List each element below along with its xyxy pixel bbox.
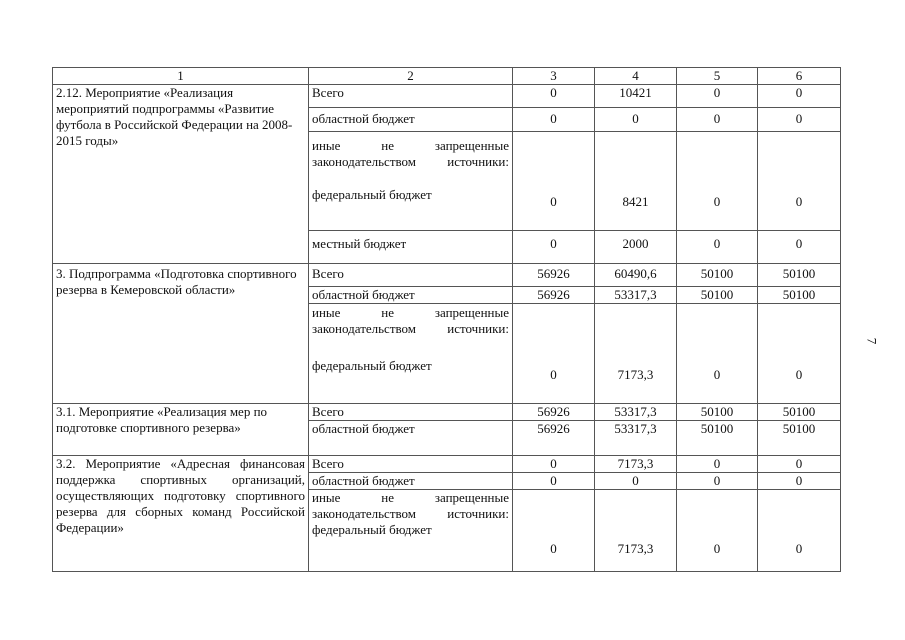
- row-label: [309, 132, 513, 231]
- value-cell: 0: [677, 231, 758, 264]
- value-cell: 0: [513, 108, 595, 132]
- value-cell: 0: [758, 456, 841, 473]
- federal-budget-label: федеральный бюджет: [312, 358, 432, 373]
- row-label: местный бюджет: [309, 231, 513, 264]
- value-cell: 56926: [513, 421, 595, 456]
- value-cell: 53317,3: [595, 404, 677, 421]
- value-cell: 50100: [677, 404, 758, 421]
- value-cell: 50100: [758, 287, 841, 304]
- value-cell: 8421: [595, 132, 677, 231]
- value-cell: 56926: [513, 404, 595, 421]
- value-cell: 0: [513, 473, 595, 490]
- section-name: 3.1. Мероприятие «Реализация мер по подготовке спортивного резерва»: [53, 404, 309, 456]
- value-cell: 0: [513, 231, 595, 264]
- other-sources-label: иные не запрещенные законодательством источники:: [312, 305, 509, 336]
- header-cell: 1: [53, 68, 309, 85]
- header-cell: 4: [595, 68, 677, 85]
- value-cell: 0: [677, 473, 758, 490]
- federal-budget-label: федеральный бюджет: [312, 522, 432, 537]
- header-cell: 3: [513, 68, 595, 85]
- value-cell: 0: [758, 490, 841, 572]
- value-cell: 7173,3: [595, 456, 677, 473]
- value-cell: 2000: [595, 231, 677, 264]
- section-name: 2.12. Мероприятие «Реализация мероприятий подпрограммы «Развитие футбола в Российской Федерации на 2008-2015 годы»: [53, 85, 309, 264]
- value-cell: 50100: [677, 264, 758, 287]
- header-cell: 6: [758, 68, 841, 85]
- row-label: областной бюджет: [309, 421, 513, 456]
- value-cell: 0: [677, 108, 758, 132]
- row-label: Всего: [309, 85, 513, 108]
- header-row: [53, 68, 841, 85]
- row-label: [309, 490, 513, 572]
- value-cell: 50100: [758, 404, 841, 421]
- other-sources-label: иные не запрещенные законодательством источники:: [312, 138, 509, 169]
- row-label: областной бюджет: [309, 473, 513, 490]
- value-cell: 60490,6: [595, 264, 677, 287]
- value-cell: 0: [677, 490, 758, 572]
- value-cell: 0: [758, 132, 841, 231]
- value-cell: 0: [513, 132, 595, 231]
- value-cell: 0: [677, 456, 758, 473]
- value-cell: 56926: [513, 287, 595, 304]
- value-cell: 0: [758, 85, 841, 108]
- value-cell: 50100: [758, 421, 841, 456]
- value-cell: 0: [758, 231, 841, 264]
- table-row: [53, 404, 841, 421]
- row-label: областной бюджет: [309, 108, 513, 132]
- value-cell: 0: [513, 85, 595, 108]
- row-label: Всего: [309, 456, 513, 473]
- value-cell: 7173,3: [595, 490, 677, 572]
- table-row: [53, 456, 841, 473]
- federal-budget-label: федеральный бюджет: [312, 187, 432, 202]
- value-cell: 0: [513, 456, 595, 473]
- value-cell: 0: [677, 132, 758, 231]
- page-number: 7: [864, 337, 880, 345]
- row-label: Всего: [309, 264, 513, 287]
- value-cell: 0: [758, 108, 841, 132]
- value-cell: 0: [677, 304, 758, 404]
- value-cell: 53317,3: [595, 287, 677, 304]
- value-cell: 7173,3: [595, 304, 677, 404]
- row-label: [309, 304, 513, 404]
- value-cell: 0: [595, 473, 677, 490]
- value-cell: 0: [677, 85, 758, 108]
- section-name: 3. Подпрограмма «Подготовка спортивного резерва в Кемеровской области»: [53, 264, 309, 404]
- value-cell: 0: [513, 304, 595, 404]
- header-cell: 2: [309, 68, 513, 85]
- value-cell: 0: [758, 473, 841, 490]
- value-cell: 0: [513, 490, 595, 572]
- value-cell: 50100: [758, 264, 841, 287]
- section-name: 3.2. Мероприятие «Адресная финансовая поддержка спортивных организаций, осуществляющих подготовку спортивного резерва для сборных команд Российской Федерации»: [53, 456, 309, 572]
- row-label: Всего: [309, 404, 513, 421]
- table-row: [53, 264, 841, 287]
- other-sources-label: иные не запрещенные законодательством источники:: [312, 490, 509, 521]
- table-row: [53, 85, 841, 108]
- value-cell: 56926: [513, 264, 595, 287]
- row-label: областной бюджет: [309, 287, 513, 304]
- value-cell: 50100: [677, 421, 758, 456]
- value-cell: 0: [758, 304, 841, 404]
- header-cell: 5: [677, 68, 758, 85]
- value-cell: 10421: [595, 85, 677, 108]
- value-cell: 50100: [677, 287, 758, 304]
- value-cell: 0: [595, 108, 677, 132]
- value-cell: 53317,3: [595, 421, 677, 456]
- budget-table: [52, 67, 841, 572]
